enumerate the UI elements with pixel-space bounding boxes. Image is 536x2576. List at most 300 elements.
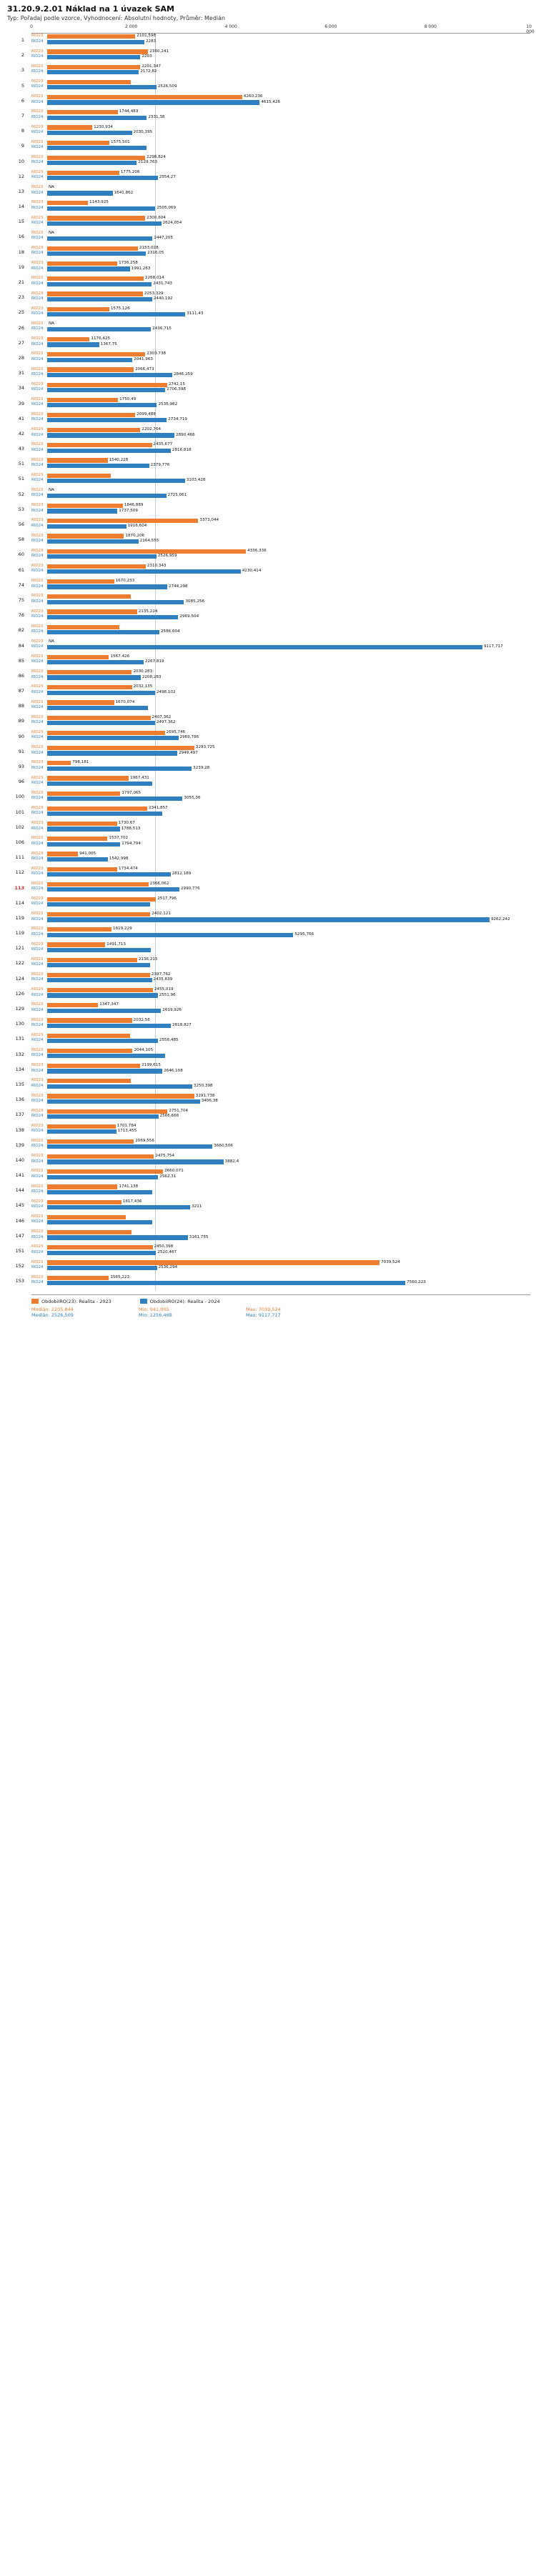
bar-2023[interactable] (47, 1215, 126, 1219)
bar-2024[interactable] (47, 449, 171, 453)
legend-item-2024 (140, 1299, 220, 1304)
bar-2024[interactable] (47, 161, 137, 165)
series-label-2023: RIO23 (31, 1032, 44, 1037)
row-category-label: 131 (15, 1036, 24, 1042)
bar-2023[interactable] (47, 807, 147, 811)
row-category-label: 18 (18, 249, 24, 255)
bar-2023[interactable] (47, 458, 108, 462)
chart-row (6, 821, 530, 836)
bar-2023[interactable] (47, 655, 109, 659)
bar-label-2023: 2303,738 (147, 351, 167, 356)
bar-2023[interactable] (47, 579, 114, 584)
bar-2023[interactable] (47, 927, 111, 932)
bar-2024[interactable] (47, 206, 155, 211)
bar-2024[interactable] (47, 978, 152, 982)
bar-2024[interactable] (47, 403, 157, 407)
bar-2024[interactable] (47, 1084, 192, 1089)
chart-row (6, 1124, 530, 1139)
row-plot (31, 564, 526, 579)
chart-row (6, 836, 530, 851)
bar-2023[interactable] (47, 958, 137, 962)
bar-2023[interactable] (47, 776, 129, 780)
bar-2023[interactable] (47, 1003, 98, 1007)
bar-2024[interactable] (47, 917, 490, 922)
row-plot (31, 639, 526, 654)
bar-label-2024: 2520,467 (157, 1249, 177, 1254)
bar-2024[interactable] (47, 721, 155, 725)
row-plot (31, 124, 526, 139)
bar-2023[interactable] (47, 897, 156, 902)
bar-2023[interactable] (47, 625, 119, 629)
bar-2023[interactable] (47, 534, 124, 538)
row-category-label: 74 (18, 581, 24, 588)
bar-2023[interactable] (47, 125, 92, 129)
chart-row (6, 155, 530, 170)
bar-2023[interactable] (47, 95, 242, 99)
bar-2024[interactable] (47, 584, 167, 589)
bar-2024[interactable] (47, 509, 117, 513)
row-plot (31, 1184, 526, 1199)
x-axis-tick: 6 000 (324, 24, 337, 29)
bar-2024[interactable] (47, 494, 167, 498)
bar-2024[interactable] (47, 933, 293, 937)
bar-2023[interactable] (47, 110, 118, 114)
series-label-2023: RIO23 (31, 276, 44, 281)
bar-2023[interactable] (47, 988, 153, 992)
series-label-2023: RIO23 (31, 442, 44, 447)
row-plot (31, 624, 526, 639)
series-label-2024: RIO24 (31, 887, 44, 892)
bar-label-2024: 2556,485 (159, 1038, 179, 1043)
series-label-2024: RIO24 (31, 1022, 44, 1027)
bar-2024[interactable] (47, 872, 171, 877)
bar-2024[interactable] (47, 857, 108, 862)
bar-2023[interactable] (47, 1124, 116, 1129)
bar-2024[interactable] (47, 479, 185, 483)
bar-2023[interactable] (47, 1018, 132, 1022)
bar-2024[interactable] (47, 221, 162, 226)
bar-2023[interactable] (47, 609, 137, 614)
chart-row (6, 639, 530, 654)
bar-2023[interactable] (47, 443, 152, 447)
bar-label-2023: 2268,014 (144, 276, 164, 281)
row-category-label: 130 (15, 1021, 24, 1027)
bar-label-2024: 2208,283 (142, 674, 162, 679)
bar-2023[interactable] (47, 337, 89, 341)
bar-2023[interactable] (47, 700, 114, 704)
bar-label-2024: 2725,061 (167, 493, 187, 498)
bar-2023[interactable] (47, 685, 132, 689)
bar-2024[interactable] (47, 782, 152, 786)
row-category-label: 41 (18, 415, 24, 421)
row-plot (31, 1274, 526, 1289)
bar-2024[interactable] (47, 963, 150, 967)
bar-label-2024: 2203 (142, 54, 152, 59)
row-category-label: 122 (15, 960, 24, 967)
bar-2024[interactable] (47, 827, 120, 831)
row-plot (31, 49, 526, 64)
bar-label-2023: 2402,121 (152, 912, 171, 917)
bar-2024[interactable] (47, 464, 149, 468)
bar-2023[interactable] (47, 1169, 163, 1174)
bar-label-2024: 2435,839 (153, 977, 173, 982)
bar-2024[interactable] (47, 70, 139, 74)
row-plot (31, 215, 526, 230)
bar-label-2023: 4336,336 (247, 548, 267, 553)
series-label-2023: RIO23 (31, 745, 44, 750)
bar-2024[interactable] (47, 675, 141, 679)
row-category-label: 111 (15, 854, 24, 861)
series-label-2023: RIO23 (31, 230, 44, 235)
bar-2024[interactable] (47, 569, 241, 574)
bar-2023[interactable] (47, 413, 135, 417)
bar-2024[interactable] (47, 993, 158, 997)
bar-2024[interactable] (47, 1251, 156, 1255)
bar-label-2024: 3250,398 (193, 1083, 213, 1088)
bar-2024[interactable] (47, 1129, 116, 1134)
bar-2024[interactable] (47, 1190, 152, 1194)
bar-2024[interactable] (47, 1175, 158, 1179)
row-plot (31, 851, 526, 866)
bar-2023[interactable] (47, 1154, 154, 1159)
bar-2024[interactable] (47, 767, 192, 771)
bar-2023[interactable] (47, 474, 111, 478)
bar-2024[interactable] (47, 706, 148, 710)
bar-2024[interactable] (47, 176, 158, 180)
bar-2024[interactable] (47, 1235, 188, 1239)
bar-2023[interactable] (47, 716, 151, 720)
row-category-label: 16 (18, 234, 24, 240)
bar-2024[interactable] (47, 1114, 159, 1119)
gridline (155, 336, 156, 351)
bar-2024[interactable] (47, 373, 172, 377)
bar-2023[interactable] (47, 307, 109, 311)
bar-label-2024: 2283 (145, 39, 157, 44)
bar-2024[interactable] (47, 948, 151, 952)
bar-2024[interactable] (47, 645, 482, 649)
bar-2024[interactable] (47, 630, 159, 634)
bar-2024[interactable] (47, 1159, 224, 1164)
row-plot (31, 1244, 526, 1259)
bar-2023[interactable] (47, 882, 149, 887)
bar-label-2023: 2135,224 (138, 609, 158, 614)
bar-2023[interactable] (47, 156, 145, 160)
row-plot (31, 987, 526, 1002)
series-label-2023: RIO23 (31, 654, 44, 659)
bar-2024[interactable] (47, 887, 179, 892)
series-label-2024: RIO24 (31, 1053, 44, 1058)
series-label-2023: RIO23 (31, 1047, 44, 1052)
bar-2024[interactable] (47, 1054, 165, 1058)
bar-2024[interactable] (47, 116, 147, 120)
bar-2023[interactable] (47, 942, 105, 947)
bar-2024[interactable] (47, 266, 130, 271)
bar-2023[interactable] (47, 973, 150, 977)
chart-row (6, 170, 530, 185)
bar-2024[interactable] (47, 1039, 158, 1043)
series-label-2024: RIO24 (31, 1264, 44, 1269)
chart-rows (6, 34, 530, 1290)
bar-2023[interactable] (47, 428, 140, 432)
bar-2023[interactable] (47, 837, 107, 841)
bar-2023[interactable] (47, 171, 119, 175)
bar-2024[interactable] (47, 1144, 212, 1149)
bar-2023[interactable] (47, 398, 118, 402)
row-plot (31, 972, 526, 987)
row-plot (31, 230, 526, 245)
bar-label-2024: 2969,786 (179, 735, 199, 740)
bar-2024[interactable] (47, 146, 147, 150)
series-label-2024: RIO24 (31, 780, 44, 785)
bar-2023[interactable] (47, 1094, 194, 1098)
row-plot (31, 427, 526, 442)
row-plot (31, 503, 526, 518)
chart-row (6, 1229, 530, 1244)
row-category-label: 129 (15, 1006, 24, 1012)
bar-2024[interactable] (47, 297, 152, 301)
row-category-label: 31 (18, 370, 24, 376)
bar-2024[interactable] (47, 282, 152, 286)
bar-2023[interactable] (47, 1064, 140, 1068)
row-category-label: 10 (18, 158, 24, 164)
series-label-2023: RIO23 (31, 1093, 44, 1098)
bar-label-2023: 1567,426 (110, 654, 130, 659)
bar-2024[interactable] (47, 40, 144, 44)
bar-2024[interactable] (47, 191, 113, 195)
bar-2023[interactable] (47, 1230, 131, 1234)
bar-2023[interactable] (47, 261, 117, 266)
row-category-label: 134 (15, 1066, 24, 1072)
bar-2023[interactable] (47, 1079, 131, 1083)
bar-2024[interactable] (47, 418, 167, 422)
bar-2023[interactable] (47, 549, 246, 554)
chart-row (6, 1154, 530, 1169)
series-label-2024: RIO24 (31, 402, 44, 407)
bar-2023[interactable] (47, 594, 131, 599)
chart-row (6, 246, 530, 261)
row-plot (31, 472, 526, 487)
bar-label-2024: 3660,506 (214, 1144, 233, 1149)
bar-label-2023: 2407,362 (152, 714, 172, 719)
bar-label-2023: 2660,071 (164, 1169, 184, 1174)
bar-2023[interactable] (47, 367, 134, 371)
bar-2023[interactable] (47, 1245, 153, 1249)
bar-2023[interactable] (47, 1276, 109, 1280)
series-label-2024: RIO24 (31, 1068, 44, 1073)
series-label-2023: RIO23 (31, 215, 44, 220)
bar-2024[interactable] (47, 236, 152, 241)
bar-2024[interactable] (47, 55, 140, 59)
bar-2023[interactable] (47, 504, 123, 508)
bar-2024[interactable] (47, 1205, 190, 1209)
bar-2023[interactable] (47, 34, 135, 39)
bar-2023[interactable] (47, 1049, 132, 1053)
bar-2023[interactable] (47, 852, 78, 856)
bar-2023[interactable] (47, 1200, 121, 1204)
bar-2024[interactable] (47, 131, 132, 135)
series-label-2024: RIO24 (31, 84, 44, 89)
series-label-2024: RIO24 (31, 145, 44, 150)
bar-2023[interactable] (47, 519, 198, 523)
bar-2024[interactable] (47, 1281, 405, 1285)
bar-2024[interactable] (47, 1220, 152, 1224)
bar-2024[interactable] (47, 100, 259, 104)
bar-label-2023: 2450,398 (154, 1244, 174, 1249)
row-plot (31, 1154, 526, 1169)
chart-row (6, 730, 530, 745)
bar-2023[interactable] (47, 822, 117, 826)
bar-2023[interactable] (47, 761, 71, 765)
bar-2024[interactable] (47, 736, 179, 740)
bar-2024[interactable] (47, 751, 177, 755)
bar-2024[interactable] (47, 842, 120, 847)
bar-label-2024: 2969,504 (179, 614, 199, 619)
series-label-2024: RIO24 (31, 1098, 44, 1103)
bar-2024[interactable] (47, 797, 182, 801)
bar-2023[interactable] (47, 246, 138, 251)
series-label-2024: RIO24 (31, 251, 44, 256)
bar-2024[interactable] (47, 1009, 161, 1013)
series-label-2023: RIO23 (31, 351, 44, 356)
bar-label-2023: 2455,019 (154, 987, 174, 992)
chart-row (6, 882, 530, 897)
bar-label-2024: 1991,263 (131, 266, 151, 271)
bar-2024[interactable] (47, 615, 178, 619)
row-category-label: 75 (18, 596, 24, 603)
bar-2023[interactable] (47, 352, 145, 356)
bar-2024[interactable] (47, 327, 151, 331)
bar-2023[interactable] (47, 867, 117, 872)
series-label-2024: RIO24 (31, 114, 44, 119)
x-axis-tick: 8 000 (424, 24, 437, 29)
bar-2024[interactable] (47, 600, 184, 604)
bar-2024[interactable] (47, 812, 162, 816)
bar-2023[interactable] (47, 792, 120, 796)
series-label-2024: RIO24 (31, 493, 44, 498)
chart-row (6, 79, 530, 94)
series-label-2024: RIO24 (31, 523, 44, 528)
chart-row (6, 472, 530, 487)
chart-row (6, 94, 530, 109)
series-label-2023: RIO23 (31, 987, 44, 992)
bar-label-2024: 2041,963 (134, 356, 153, 361)
legend-label-2023: ObdobiIRO(23): Realita - 2023 (41, 1298, 111, 1304)
bar-label-2023: 1230,934 (94, 124, 113, 129)
row-plot (31, 957, 526, 972)
bar-label-2023: 2310,343 (147, 563, 167, 568)
legend-item-2023 (31, 1299, 111, 1304)
bar-2024[interactable] (47, 691, 155, 695)
bar-2024[interactable] (47, 1024, 171, 1028)
bar-2023[interactable] (47, 746, 194, 750)
x-axis (30, 24, 535, 34)
bar-label-2023: 2751,704 (169, 1108, 189, 1113)
chart-row (6, 397, 530, 412)
bar-2024[interactable] (47, 388, 165, 392)
bar-2023[interactable] (47, 65, 140, 69)
bar-2024[interactable] (47, 342, 99, 346)
bar-2023[interactable] (47, 1034, 130, 1038)
row-plot (31, 942, 526, 957)
bar-label-2024: 2646,108 (164, 1068, 183, 1073)
row-category-label: 144 (15, 1187, 24, 1194)
series-label-2024: RIO24 (31, 508, 44, 513)
bar-2024[interactable] (47, 554, 157, 559)
bar-2024[interactable] (47, 312, 185, 316)
bar-2023[interactable] (47, 1184, 117, 1189)
chart-row (6, 594, 530, 609)
bar-2023[interactable] (47, 1260, 379, 1264)
row-category-label: 21 (18, 279, 24, 285)
bar-2023[interactable] (47, 80, 131, 84)
row-category-label: 2 (21, 52, 24, 59)
gridline (155, 699, 156, 714)
row-plot (31, 745, 526, 760)
series-label-2023: RIO23 (31, 1063, 44, 1068)
row-plot (31, 1108, 526, 1123)
series-label-2023: RIO23 (31, 866, 44, 871)
gridline (155, 1184, 156, 1199)
bar-2024[interactable] (47, 902, 150, 907)
chart-row (6, 34, 530, 49)
bar-2023[interactable] (47, 216, 145, 220)
bar-2024[interactable] (47, 660, 144, 664)
bar-2023[interactable] (47, 1139, 134, 1144)
bar-2023[interactable] (47, 201, 88, 205)
row-plot (31, 1093, 526, 1108)
bar-2023[interactable] (47, 564, 146, 569)
bar-label-2024: 2566,666 (159, 1114, 179, 1119)
bar-2023[interactable] (47, 141, 109, 145)
bar-2024[interactable] (47, 433, 174, 437)
gridline (155, 942, 156, 957)
row-plot (31, 94, 526, 109)
bar-2023[interactable] (47, 670, 131, 674)
series-label-2024: RIO24 (31, 538, 44, 543)
row-plot (31, 1124, 526, 1139)
bar-2024[interactable] (47, 524, 126, 529)
series-label-2023: RIO23 (31, 412, 44, 417)
bar-2023[interactable] (47, 49, 148, 54)
row-plot (31, 139, 526, 154)
bar-2024[interactable] (47, 251, 146, 256)
row-category-label: 151 (15, 1248, 24, 1254)
bar-label-2023: 1540,228 (109, 457, 129, 462)
bar-2023[interactable] (47, 1109, 167, 1114)
gridline (155, 1124, 156, 1139)
bar-2024[interactable] (47, 85, 157, 89)
chart-row (6, 1214, 530, 1229)
bar-2023[interactable] (47, 383, 167, 387)
bar-2023[interactable] (47, 276, 144, 281)
series-label-2024: RIO24 (31, 554, 44, 559)
bar-2024[interactable] (47, 1099, 200, 1104)
bar-2023[interactable] (47, 731, 165, 735)
bar-2024[interactable] (47, 1266, 157, 1270)
row-plot (31, 806, 526, 821)
bar-2023[interactable] (47, 912, 150, 917)
bar-2024[interactable] (47, 358, 132, 362)
bar-label-2024: 2536,294 (158, 1264, 178, 1269)
x-axis-tick: 2 000 (125, 24, 138, 29)
series-label-2024: RIO24 (31, 569, 44, 574)
row-plot (31, 699, 526, 714)
bar-2024[interactable] (47, 1069, 162, 1073)
bar-2024[interactable] (47, 539, 139, 544)
bar-label-2023: 2199,615 (142, 1063, 161, 1068)
bar-2023[interactable] (47, 291, 143, 296)
row-category-label: 15 (18, 219, 24, 225)
